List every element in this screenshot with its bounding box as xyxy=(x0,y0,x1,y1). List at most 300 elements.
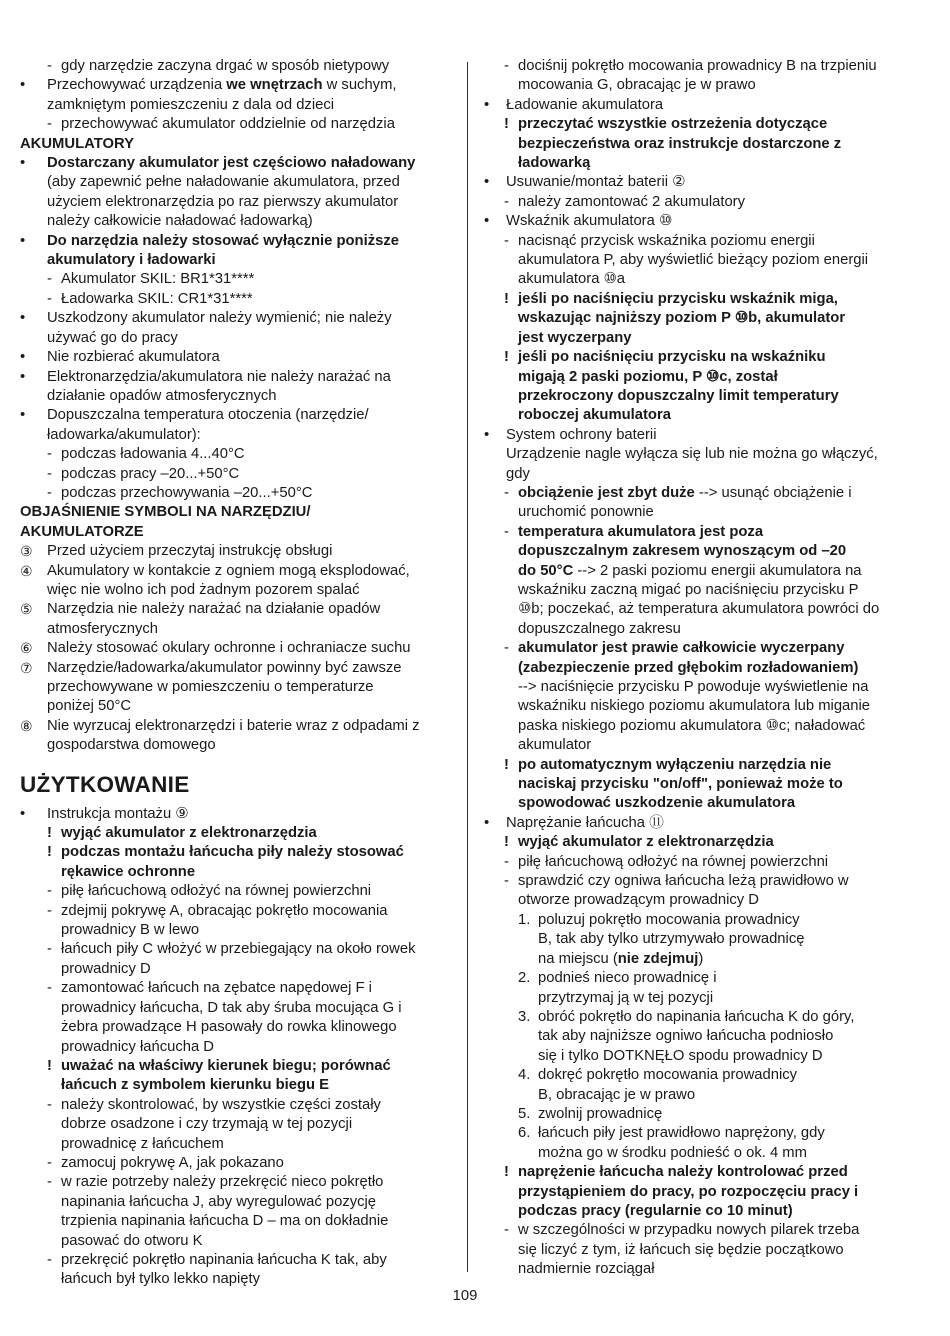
line-text: Naprężanie łańcucha xyxy=(506,814,650,831)
text-line xyxy=(484,814,914,833)
text-line xyxy=(20,348,452,367)
line-text: poniżej 50°C xyxy=(47,698,132,715)
text-line xyxy=(484,173,914,192)
text-line xyxy=(20,620,452,639)
line-text: podczas pracy (regularnie co 10 minut) xyxy=(518,1202,793,1219)
line-text-tail: ⑨ xyxy=(175,805,189,822)
list-marker: - xyxy=(504,58,509,74)
text-line xyxy=(504,1008,914,1027)
line-text: zamkniętym pomieszczeniu z dala od dzieci xyxy=(47,96,335,113)
warning-marker: ! xyxy=(47,825,52,842)
text-line xyxy=(504,1260,914,1279)
bullet-marker: • xyxy=(484,814,490,831)
line-text: nadmiernie rozciągał xyxy=(518,1261,655,1278)
line-text: Ładowarka SKIL: CR1*31**** xyxy=(61,290,253,307)
text-line xyxy=(20,639,452,658)
line-text: należy całkowicie naładować ładowarką) xyxy=(47,213,313,230)
text-line xyxy=(504,1105,914,1124)
text-line xyxy=(20,1270,452,1289)
line-text: łańcuch z symbolem kierunku biegu E xyxy=(61,1077,330,1094)
line-text: łańcuch był tylko lekko napięty xyxy=(61,1271,261,1288)
list-marker: - xyxy=(504,853,509,870)
text-line xyxy=(504,1241,914,1260)
text-line xyxy=(20,503,452,522)
text-line xyxy=(20,1251,452,1270)
warning-marker: ! xyxy=(47,1057,52,1074)
bullet-marker: • xyxy=(20,407,26,424)
line-text: wskaźniku niskiego poziomu akumulatora lub miganie xyxy=(518,698,871,715)
list-marker: - xyxy=(47,980,52,997)
line-text: używać go do pracy xyxy=(47,329,178,346)
line-text: należy zamontować 2 akumulatory xyxy=(518,193,745,210)
line-text-tail: --> 2 paski poziomu energii akumulatora na xyxy=(573,562,862,579)
line-text: można go w środku podnieść o ok. 4 mm xyxy=(538,1144,807,1161)
warning-marker: ! xyxy=(504,290,509,307)
right-column xyxy=(484,57,914,1280)
line-text: uważać na właściwy kierunek biegu; porównać xyxy=(61,1057,391,1074)
text-line xyxy=(504,542,914,561)
line-text: gdy narzędzie zaczyna drgać w sposób nietypowy xyxy=(61,58,390,74)
line-text: prowadnicy łańcucha D xyxy=(61,1038,214,1055)
warning-marker: ! xyxy=(504,349,509,366)
line-text: naprężenie łańcucha należy kontrolować przed xyxy=(518,1164,848,1181)
text-line xyxy=(20,542,452,561)
list-marker: - xyxy=(504,232,509,249)
line-text: rękawice ochronne xyxy=(61,863,196,880)
line-text: napinania łańcucha J, aby wyregulować pozycję xyxy=(61,1193,377,1210)
line-text: wskaźniku zaczną migać po naciśnięciu przycisku P xyxy=(518,581,859,598)
text-line xyxy=(504,309,914,328)
text-line xyxy=(504,1202,914,1221)
section-heading: UŻYTKOWANIE xyxy=(20,771,190,797)
line-text: jeśli po naciśnięciu przycisku wskaźnik miga, xyxy=(518,290,838,307)
text-line xyxy=(504,406,914,425)
bullet-marker: • xyxy=(484,96,490,113)
text-line xyxy=(504,115,914,134)
line-text: podczas montażu łańcucha piły należy stosować xyxy=(61,844,404,861)
line-text: dopuszczalnego zakresu xyxy=(518,620,681,637)
text-line xyxy=(504,620,914,639)
text-line xyxy=(504,989,914,1008)
line-text-tail: ② xyxy=(672,174,686,191)
line-text: akumulatora P, aby wyświetlić bieżący poziom energii xyxy=(518,252,869,269)
list-marker: - xyxy=(47,465,52,482)
line-text: użyciem elektronarzędzia po raz pierwszy akumulator xyxy=(47,193,399,210)
line-text: ⑩b; poczekać, aż temperatura akumulatora powróci do xyxy=(518,601,880,618)
text-line xyxy=(20,387,452,406)
text-line xyxy=(484,96,914,115)
line-text: Przed użyciem przeczytaj instrukcję obsługi xyxy=(47,543,333,560)
line-text: wskazując najniższy poziom P ⑩b, akumulator xyxy=(518,310,846,327)
text-line xyxy=(20,1232,452,1251)
text-line xyxy=(504,775,914,794)
warning-marker: ! xyxy=(47,844,52,861)
text-line xyxy=(504,562,914,581)
text-line xyxy=(504,853,914,872)
line-text: dobrze osadzone i czy trzymają w tej pozycji xyxy=(61,1116,353,1133)
text-line xyxy=(20,921,452,940)
text-line xyxy=(20,1193,452,1212)
list-marker: - xyxy=(47,1096,52,1113)
line-text: podczas pracy –20...+50°C xyxy=(61,465,240,482)
text-line xyxy=(20,290,452,309)
line-text: uruchomić ponownie xyxy=(518,504,654,521)
list-marker: - xyxy=(47,116,52,133)
text-line xyxy=(20,484,452,503)
line-text: Ładowanie akumulatora xyxy=(506,96,664,113)
line-text: wyjąć akumulator z elektronarzędzia xyxy=(61,825,317,842)
line-text: prowadnicy D xyxy=(61,960,151,977)
line-text: akumulatora xyxy=(518,271,604,288)
line-text: Należy stosować okulary ochronne i ochraniacze suchu xyxy=(47,640,411,657)
line-text: Urządzenie nagle wyłącza się lub nie można go włączyć, xyxy=(506,446,878,463)
text-line xyxy=(504,445,914,464)
bullet-marker: • xyxy=(484,426,490,443)
line-text: nacisnąć przycisk wskaźnika poziomu energii xyxy=(518,232,815,249)
line-text: dociśnij pokrętło mocowania prowadnicy B na trzpieniu xyxy=(518,58,877,74)
text-line xyxy=(504,270,914,289)
line-text: ładowarką xyxy=(518,155,591,172)
list-marker: ⑦ xyxy=(20,659,33,676)
line-text: akumulator jest prawie całkowicie wyczerpany xyxy=(518,640,845,657)
left-column xyxy=(20,57,452,1290)
bullet-marker: • xyxy=(20,368,26,385)
list-marker: - xyxy=(47,1251,52,1268)
text-line xyxy=(504,794,914,813)
text-line xyxy=(504,1066,914,1085)
line-text: poluzuj pokrętło mocowania prowadnicy xyxy=(538,911,800,928)
text-line xyxy=(504,581,914,600)
line-text: pasować do otworu K xyxy=(61,1232,203,1249)
text-line xyxy=(20,309,452,328)
line-text: Usuwanie/montaż baterii xyxy=(506,174,673,191)
line-text: się liczyć z tym, iż łańcuch się będzie początkowo xyxy=(518,1241,844,1258)
text-line xyxy=(20,523,452,542)
text-line xyxy=(504,1221,914,1240)
bullet-marker: • xyxy=(20,805,26,822)
text-line xyxy=(20,736,452,755)
line-text: piłę łańcuchową odłożyć na równej powierzchni xyxy=(518,853,829,870)
text-line xyxy=(20,979,452,998)
text-line xyxy=(504,154,914,173)
line-text-tail: w suchym, xyxy=(322,77,397,94)
list-marker: - xyxy=(47,883,52,900)
list-marker: - xyxy=(504,1222,509,1239)
text-line xyxy=(20,1173,452,1192)
text-line xyxy=(20,76,452,95)
text-line xyxy=(504,697,914,716)
line-text: w razie potrzeby należy przekręcić nieco pokrętło xyxy=(61,1174,384,1191)
text-line xyxy=(504,950,914,969)
text-line xyxy=(20,154,452,173)
text-line xyxy=(504,930,914,949)
list-marker: 3. xyxy=(518,1008,531,1025)
text-line xyxy=(20,805,452,824)
line-text: B, obracając je w prawo xyxy=(538,1086,696,1103)
line-text: dokręć pokrętło mocowania prowadnicy xyxy=(538,1067,798,1084)
text-line xyxy=(20,1212,452,1231)
line-text: atmosferycznych xyxy=(47,620,159,637)
text-line xyxy=(20,57,452,76)
list-marker: ⑥ xyxy=(20,640,33,657)
text-line xyxy=(504,678,914,697)
line-text: AKUMULATORY xyxy=(20,135,134,152)
text-line xyxy=(20,824,452,843)
text-line xyxy=(20,1018,452,1037)
line-text: B, tak aby tylko utrzymywało prowadnicę xyxy=(538,931,805,948)
text-line xyxy=(504,659,914,678)
line-text: Dopuszczalna temperatura otoczenia (narzędzie/ xyxy=(47,407,369,424)
list-marker: - xyxy=(47,58,52,74)
line-text: naciskaj przycisku "on/off", ponieważ może to xyxy=(518,776,843,793)
text-line xyxy=(484,426,914,445)
line-text: obciążenie jest zbyt duże xyxy=(518,484,695,501)
line-text: Instrukcja montażu xyxy=(47,805,176,822)
text-line xyxy=(504,1144,914,1163)
text-line xyxy=(20,1115,452,1134)
list-marker: - xyxy=(47,271,52,288)
bullet-marker: • xyxy=(484,174,490,191)
line-text: mocowania G, obracając je w prawo xyxy=(518,77,756,94)
line-text: przytrzymaj ją w tej pozycji xyxy=(538,989,714,1006)
text-line xyxy=(20,863,452,882)
line-text: Elektronarzędzia/akumulatora nie należy narażać na xyxy=(47,368,391,385)
warning-marker: ! xyxy=(504,756,509,773)
line-text: żebra prowadzące H pasowały do rowka klinowego xyxy=(61,1019,397,1036)
text-line xyxy=(504,368,914,387)
bullet-marker: • xyxy=(484,213,490,230)
line-text: należy skontrolować, by wszystkie części zostały xyxy=(61,1096,381,1113)
line-text: trzpienia napinania łańcucha D – ma on dokładnie xyxy=(61,1213,389,1230)
text-line xyxy=(504,232,914,251)
list-marker: 6. xyxy=(518,1125,531,1142)
line-text: dopuszczalnym zakresem wynoszącym od –20 xyxy=(518,543,847,560)
text-line xyxy=(20,1057,452,1076)
text-line xyxy=(20,1038,452,1057)
line-text: System ochrony baterii xyxy=(506,426,657,443)
list-marker: 1. xyxy=(518,911,531,928)
line-text: AKUMULATORZE xyxy=(20,523,144,540)
text-line xyxy=(504,969,914,988)
line-text: migają 2 paski poziomu, P ⑩c, został xyxy=(518,368,778,385)
text-line xyxy=(504,1183,914,1202)
line-text: prowadnicy B w lewo xyxy=(61,922,200,939)
line-text: przeczytać wszystkie ostrzeżenia dotyczące xyxy=(518,116,828,133)
line-text: --> naciśnięcie przycisku P powoduje wyświetlenie na xyxy=(518,679,869,695)
text-line xyxy=(20,426,452,445)
text-line xyxy=(20,232,452,251)
list-marker: - xyxy=(504,523,509,540)
line-text: podczas przechowywania –20...+50°C xyxy=(61,484,313,501)
text-line xyxy=(20,115,452,134)
line-text: Akumulatory w kontakcie z ogniem mogą eksplodować, xyxy=(47,562,410,579)
line-text: (zabezpieczenie przed głębokim rozładowaniem) xyxy=(518,659,859,676)
list-marker: ⑤ xyxy=(20,601,33,618)
text-line xyxy=(504,135,914,154)
line-text: bezpieczeństwa oraz instrukcje dostarczone z xyxy=(518,135,842,152)
text-line xyxy=(504,484,914,503)
text-line xyxy=(504,76,914,95)
line-text: piłę łańcuchową odłożyć na równej powierzchni xyxy=(61,883,372,900)
bullet-marker: • xyxy=(20,310,26,327)
line-text: w szczególności w przypadku nowych pilarek trzeba xyxy=(518,1222,860,1239)
text-line xyxy=(20,581,452,600)
line-text: jest wyczerpany xyxy=(518,329,632,346)
line-text: otworze prowadzącym prowadnicy D xyxy=(518,892,759,909)
line-text: przekroczony dopuszczalny limit temperatury xyxy=(518,387,839,404)
line-text: zamontować łańcuch na zębatce napędowej F i xyxy=(61,980,372,997)
line-text: prowadnicy łańcucha, D tak aby śruba mocująca G i xyxy=(61,999,402,1016)
line-text-tail: ⑪ xyxy=(649,814,664,831)
line-text: podnieś nieco prowadnicę i xyxy=(538,970,717,987)
line-text: gdy xyxy=(506,465,530,482)
text-line xyxy=(504,1086,914,1105)
line-text: zwolnij prowadnicę xyxy=(538,1105,663,1122)
text-line xyxy=(504,1163,914,1182)
line-text: wyjąć akumulator z elektronarzędzia xyxy=(518,834,774,851)
line-text: przechowywać akumulator oddzielnie od narzędzia xyxy=(61,116,395,133)
line-text: łańcuch piły C włożyć w przebiegający na około rowek xyxy=(61,941,416,958)
list-marker: - xyxy=(47,902,52,919)
text-line xyxy=(504,503,914,522)
line-text: ładowarka/akumulator): xyxy=(47,426,201,443)
text-line xyxy=(20,659,452,678)
line-text: OBJAŚNIENIE SYMBOLI NA NARZĘDZIU/ xyxy=(20,504,311,521)
line-text: paska niskiego poziomu akumulatora ⑩c; naładować xyxy=(518,717,866,734)
line-text: Nie rozbierać akumulatora xyxy=(47,349,220,366)
text-line xyxy=(20,173,452,192)
list-marker: - xyxy=(47,484,52,501)
line-text: Akumulator SKIL: BR1*31**** xyxy=(61,271,255,288)
warning-marker: ! xyxy=(504,834,509,851)
text-line xyxy=(504,639,914,658)
bullet-marker: • xyxy=(20,232,26,249)
list-marker: - xyxy=(47,1154,52,1171)
line-text: Przechowywać urządzenia xyxy=(47,77,227,94)
warning-marker: ! xyxy=(504,116,509,133)
line-text: przekręcić pokrętło napinania łańcucha K tak, aby xyxy=(61,1251,387,1268)
line-text-tail: ⑩a xyxy=(603,271,626,288)
line-text: podczas ładowania 4...40°C xyxy=(61,446,245,463)
list-marker: ⑧ xyxy=(20,717,33,734)
line-text: do 50°C xyxy=(518,562,574,579)
text-line xyxy=(20,406,452,425)
bullet-marker: • xyxy=(20,77,26,94)
line-text: jeśli po naciśnięciu przycisku na wskaźniku xyxy=(518,349,826,366)
text-line xyxy=(504,717,914,736)
list-marker: - xyxy=(504,484,509,501)
text-line xyxy=(20,678,452,697)
text-line xyxy=(20,135,452,154)
line-text: (aby zapewnić pełne naładowanie akumulatora, przed xyxy=(47,174,400,191)
line-text: Narzędzia nie należy narażać na działanie opadów xyxy=(47,601,381,618)
line-text: zamocuj pokrywę A, jak pokazano xyxy=(61,1154,284,1171)
text-line xyxy=(20,717,452,736)
line-text: tak aby najniższe ogniwo łańcucha podniosło xyxy=(538,1028,834,1045)
line-text-tail: ⑩ xyxy=(658,213,673,230)
line-text: gospodarstwa domowego xyxy=(47,737,216,754)
text-line xyxy=(20,1076,452,1095)
list-marker: - xyxy=(47,290,52,307)
list-marker: ④ xyxy=(20,562,33,579)
line-text: akumulator xyxy=(518,737,592,754)
text-line xyxy=(20,940,452,959)
line-text: Dostarczany akumulator jest częściowo naładowany xyxy=(47,155,416,172)
list-marker: - xyxy=(504,193,509,210)
list-marker: - xyxy=(504,873,509,890)
text-line xyxy=(20,999,452,1018)
bullet-marker: • xyxy=(20,155,26,172)
line-text: akumulatory i ładowarki xyxy=(47,252,216,269)
text-line xyxy=(20,96,452,115)
line-text: obróć pokrętło do napinania łańcucha K do góry, xyxy=(538,1008,855,1025)
text-line xyxy=(20,600,452,619)
text-line xyxy=(20,843,452,862)
line-text: roboczej akumulatora xyxy=(518,407,671,424)
line-text: spowodować uszkodzenie akumulatora xyxy=(518,795,796,812)
line-text: Narzędzie/ładowarka/akumulator powinny być zawsze xyxy=(47,659,402,676)
text-line xyxy=(504,193,914,212)
line-text: prowadnicę z łańcuchem xyxy=(61,1135,224,1152)
text-line xyxy=(504,348,914,367)
text-line xyxy=(504,736,914,755)
line-text: Do narzędzia należy stosować wyłącznie poniższe xyxy=(47,232,399,249)
line-text: Uszkodzony akumulator należy wymienić; nie należy xyxy=(47,310,392,327)
text-line xyxy=(504,290,914,309)
text-line xyxy=(504,387,914,406)
line-text: temperatura akumulatora jest poza xyxy=(518,523,764,540)
text-line xyxy=(20,960,452,979)
text-line xyxy=(504,1124,914,1143)
text-line xyxy=(20,329,452,348)
warning-marker: ! xyxy=(504,1164,509,1181)
text-line xyxy=(20,697,452,716)
text-line xyxy=(20,1154,452,1173)
text-line xyxy=(20,882,452,901)
text-line xyxy=(20,1096,452,1115)
page-number: 109 xyxy=(452,1288,478,1304)
line-text-tail: --> usunąć obciążenie i xyxy=(694,484,852,501)
list-marker: - xyxy=(504,640,509,657)
line-text-tail: ) xyxy=(698,950,704,967)
text-line xyxy=(20,270,452,289)
text-line xyxy=(20,368,452,387)
text-line xyxy=(504,600,914,619)
text-line xyxy=(504,251,914,270)
text-line xyxy=(20,212,452,231)
text-line xyxy=(504,1047,914,1066)
text-line xyxy=(20,1135,452,1154)
text-line xyxy=(504,465,914,484)
bullet-marker: • xyxy=(20,349,26,366)
text-line xyxy=(504,1027,914,1046)
list-marker: - xyxy=(47,1174,52,1191)
text-line xyxy=(20,445,452,464)
list-marker: - xyxy=(47,446,52,463)
text-line xyxy=(504,872,914,891)
list-marker: 4. xyxy=(518,1067,531,1084)
text-line xyxy=(504,911,914,930)
text-line xyxy=(20,902,452,921)
line-text: zdejmij pokrywę A, obracając pokrętło mocowania xyxy=(61,902,388,919)
list-marker: ③ xyxy=(20,543,33,560)
line-text: się i tylko DOTKNĘŁO spodu prowadnicy D xyxy=(538,1047,823,1064)
column-divider xyxy=(467,62,468,1272)
list-marker: 2. xyxy=(518,970,531,987)
line-text: łańcuch piły jest prawidłowo naprężony, gdy xyxy=(538,1125,825,1142)
line-text: Nie wyrzucaj elektronarzędzi i baterie wraz z odpadami z xyxy=(47,717,420,734)
line-text: sprawdzić czy ogniwa łańcucha leżą prawidłowo w xyxy=(518,873,849,890)
